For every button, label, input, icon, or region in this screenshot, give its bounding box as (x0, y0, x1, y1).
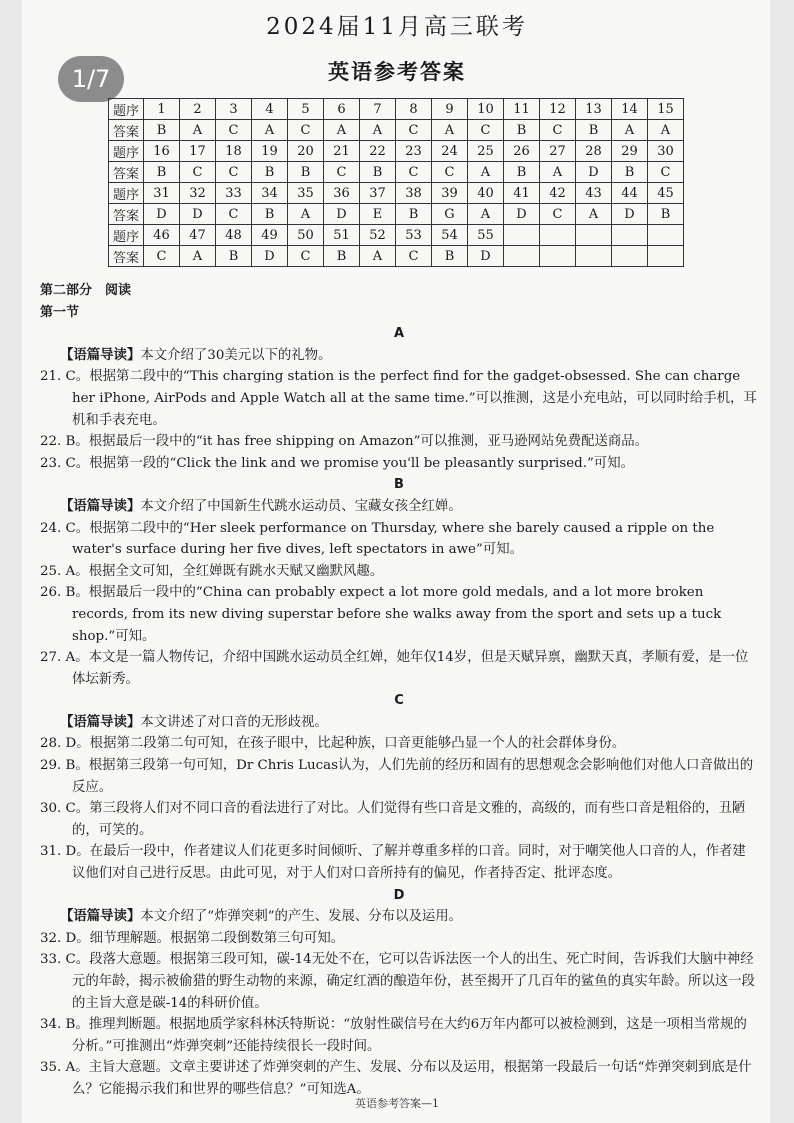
answer-row (109, 162, 684, 183)
row-label: 题序 (109, 225, 144, 246)
answer-cell: A (360, 120, 396, 141)
answer-cell: A (180, 246, 216, 267)
answer-explanation: 34. B。推理判断题。根据地质学家科林沃特斯说：“放射性碳信号在大约6万年内都可以被检测到，这是一项相当常规的分析。”可推测出“炸弹突刺”还能持续很长一段时间。 (40, 1017, 747, 1054)
question-number-cell: 50 (288, 225, 324, 246)
answer-explanation: 24. C。根据第二段中的“Her sleek performance on Thursday, where she barely caused a ripple on the water's surface during her five dives, left spectators in awe”可知。 (40, 520, 715, 558)
question-number-cell (576, 225, 612, 246)
answer-cell: C (396, 120, 432, 141)
question-number-cell: 21 (324, 141, 360, 162)
answer-cell: A (648, 120, 684, 141)
question-number-cell: 52 (360, 225, 396, 246)
question-number-cell: 23 (396, 141, 432, 162)
row-label: 题序 (109, 141, 144, 162)
answer-cell: A (360, 246, 396, 267)
question-number-cell: 41 (504, 183, 540, 204)
row-label: 答案 (109, 204, 144, 225)
intro-label: 【语篇导读】 (60, 347, 141, 363)
answer-cell: B (324, 246, 360, 267)
passage-intro (40, 496, 758, 518)
question-number-cell: 1 (144, 99, 180, 120)
answer-explanation: 23. C。根据第一段的“Click the link and we promise you'll be pleasantly surprised.”可知。 (40, 455, 634, 471)
question-number-cell: 30 (648, 141, 684, 162)
answer-cell: A (252, 120, 288, 141)
question-number-cell: 19 (252, 141, 288, 162)
answer-cell: C (180, 162, 216, 183)
answer-cell: A (468, 204, 504, 225)
question-number-cell: 42 (540, 183, 576, 204)
answer-cell (612, 246, 648, 267)
question-number-cell: 24 (432, 141, 468, 162)
answer-cell: D (324, 204, 360, 225)
intro-label: 【语篇导读】 (60, 909, 141, 925)
answer-cell: C (648, 162, 684, 183)
question-number-cell: 38 (396, 183, 432, 204)
question-number-cell: 54 (432, 225, 468, 246)
answer-cell: C (432, 162, 468, 183)
intro-label: 【语篇导读】 (60, 498, 141, 514)
question-number-cell: 35 (288, 183, 324, 204)
answer-cell: A (180, 120, 216, 141)
answer-cell: C (396, 162, 432, 183)
question-number-cell (612, 225, 648, 246)
answer-cell: C (324, 162, 360, 183)
row-label: 答案 (109, 246, 144, 267)
question-number-cell: 29 (612, 141, 648, 162)
question-number-cell: 27 (540, 141, 576, 162)
passage-intro (40, 345, 758, 367)
answer-cell: B (216, 246, 252, 267)
answer-cell: D (180, 204, 216, 225)
question-number-cell: 28 (576, 141, 612, 162)
passage-intro (40, 906, 758, 928)
answer-cell: C (216, 120, 252, 141)
answer-cell: B (288, 162, 324, 183)
question-number-cell: 49 (252, 225, 288, 246)
row-label: 题序 (109, 99, 144, 120)
question-number-cell: 20 (288, 141, 324, 162)
answer-explanation: 29. B。根据第三段第一句可知，Dr Chris Lucas认为，人们先前的经历和固有的思想观念会影响他们对他人口音做出的反应。 (40, 758, 754, 795)
answer-cell: B (432, 246, 468, 267)
passage-letter: C (394, 693, 404, 709)
intro-text: 本文讲述了对口音的无形歧视。 (140, 714, 328, 730)
answer-cell: A (288, 204, 324, 225)
answer-cell: B (144, 120, 180, 141)
question-number-cell (504, 225, 540, 246)
answer-cell: B (504, 120, 540, 141)
question-number-cell: 22 (360, 141, 396, 162)
answer-row (109, 204, 684, 225)
answer-cell: C (396, 246, 432, 267)
answer-cell: C (540, 204, 576, 225)
answer-key-table (108, 98, 684, 267)
question-number-cell: 16 (144, 141, 180, 162)
question-row (109, 141, 684, 162)
answer-cell (576, 246, 612, 267)
question-number-cell: 11 (504, 99, 540, 120)
answer-cell: A (468, 162, 504, 183)
answer-cell: A (612, 120, 648, 141)
answer-cell: B (252, 162, 288, 183)
answer-cell: A (324, 120, 360, 141)
question-number-cell (540, 225, 576, 246)
passage-letter: A (393, 326, 405, 342)
answer-cell: D (504, 204, 540, 225)
answer-explanation: 28. D。根据第二段第二句可知，在孩子眼中，比起种族，口音更能够凸显一个人的社会群体身份。 (40, 736, 626, 752)
question-number-cell: 40 (468, 183, 504, 204)
answer-cell: B (252, 204, 288, 225)
answer-explanation: 21. C。根据第二段中的“This charging station is the perfect find for the gadget-obsessed. She can charge her iPhone, AirPods and Apple Watch all at the same time.”可以推测，这是小充电站，可以同时给手机，耳机和手表充电。 (40, 369, 757, 428)
question-number-cell: 18 (216, 141, 252, 162)
question-row (109, 183, 684, 204)
question-number-cell: 36 (324, 183, 360, 204)
passage-intro (40, 712, 758, 734)
answer-cell: B (612, 162, 648, 183)
question-number-cell: 12 (540, 99, 576, 120)
answer-cell: B (144, 162, 180, 183)
row-label: 答案 (109, 162, 144, 183)
part-heading: 第二部分 阅读 (40, 283, 132, 298)
row-label: 题序 (109, 183, 144, 204)
reading-section (40, 280, 758, 1101)
intro-text: 本文介绍了中国新生代跳水运动员、宝藏女孩全红婵。 (140, 498, 462, 514)
question-number-cell: 53 (396, 225, 432, 246)
answer-cell (504, 246, 540, 267)
answer-cell: B (576, 120, 612, 141)
answer-cell: B (648, 204, 684, 225)
answer-cell (540, 246, 576, 267)
answer-cell: B (360, 162, 396, 183)
answer-explanation: 33. C。段落大意题。根据第三段可知，碳-14无处不在，它可以告诉法医一个人的出生、死亡时间，告诉我们大脑中神经元的年龄，揭示被偷猎的野生动物的来源，确定红酒的酿造年份，甚至揭开了几百年的鲨鱼的真实年龄。所以这一段的主旨大意是碳-14的科研价值。 (40, 952, 755, 1011)
intro-text: 本文介绍了“炸弹突刺”的产生、发展、分布以及运用。 (140, 909, 463, 925)
section-heading: 第一节 (40, 304, 80, 320)
question-number-cell: 33 (216, 183, 252, 204)
intro-text: 本文介绍了30美元以下的礼物。 (140, 347, 332, 363)
passages-list (40, 323, 758, 1100)
answer-cell: D (612, 204, 648, 225)
question-number-cell: 45 (648, 183, 684, 204)
exam-title: 2024届11月高三联考 (266, 14, 528, 40)
question-number-cell: 2 (180, 99, 216, 120)
question-number-cell: 10 (468, 99, 504, 120)
answer-cell: E (360, 204, 396, 225)
page-footer: 英语参考答案—1 (355, 1097, 439, 1110)
answer-cell: C (144, 246, 180, 267)
answer-cell: D (576, 162, 612, 183)
answer-cell: C (468, 120, 504, 141)
answer-cell: D (144, 204, 180, 225)
question-number-cell: 46 (144, 225, 180, 246)
answer-explanation: 30. C。第三段将人们对不同口音的看法进行了对比。人们觉得有些口音是文雅的，高级的，而有些口音是粗俗的，丑陋的，可笑的。 (40, 801, 746, 838)
answer-explanation: 22. B。根据最后一段中的“it has free shipping on Amazon”可以推测，亚马逊网站免费配送商品。 (40, 434, 649, 450)
answer-row (109, 120, 684, 141)
answer-explanation: 35. A。主旨大意题。文章主要讲述了炸弹突刺的产生、发展、分布以及运用，根据第一段最后一句话“炸弹突刺到底是什么？它能揭示我们和世界的哪些信息？”可知选A。 (40, 1060, 752, 1097)
question-number-cell: 8 (396, 99, 432, 120)
passage-letter: D (393, 887, 405, 903)
question-number-cell: 4 (252, 99, 288, 120)
question-number-cell: 17 (180, 141, 216, 162)
answer-cell: C (216, 204, 252, 225)
question-number-cell (648, 225, 684, 246)
answer-cell: A (540, 162, 576, 183)
question-number-cell: 34 (252, 183, 288, 204)
question-number-cell: 6 (324, 99, 360, 120)
answer-cell: C (216, 162, 252, 183)
answer-cell: G (432, 204, 468, 225)
answer-cell: D (468, 246, 504, 267)
document-title: 英语参考答案 (328, 60, 466, 84)
answer-cell: C (288, 246, 324, 267)
question-number-cell: 55 (468, 225, 504, 246)
question-number-cell: 26 (504, 141, 540, 162)
question-number-cell: 7 (360, 99, 396, 120)
question-number-cell: 15 (648, 99, 684, 120)
answer-explanation: 27. A。本文是一篇人物传记，介绍中国跳水运动员全红婵，她年仅14岁，但是天赋异禀，幽默天真，孝顺有爱，是一位体坛新秀。 (40, 650, 749, 687)
question-number-cell: 25 (468, 141, 504, 162)
intro-label: 【语篇导读】 (60, 714, 141, 730)
question-number-cell: 5 (288, 99, 324, 120)
passage-letter: B (394, 477, 404, 493)
answer-cell: A (432, 120, 468, 141)
question-number-cell: 47 (180, 225, 216, 246)
question-number-cell: 37 (360, 183, 396, 204)
answer-explanation: 32. D。细节理解题。根据第二段倒数第三句可知。 (40, 930, 345, 946)
answer-cell: B (396, 204, 432, 225)
question-number-cell: 51 (324, 225, 360, 246)
row-label: 答案 (109, 120, 144, 141)
answer-cell: D (252, 246, 288, 267)
question-row (109, 99, 684, 120)
answer-cell (648, 246, 684, 267)
answer-explanation: 31. D。在最后一段中，作者建议人们花更多时间倾听、了解并尊重多样的口音。同时，对于嘲笑他人口音的人，作者建议他们对自己进行反思。由此可见，对于人们对口音所持有的偏见，作者持否定、批评态度。 (40, 844, 746, 882)
question-number-cell: 39 (432, 183, 468, 204)
question-number-cell: 31 (144, 183, 180, 204)
question-number-cell: 44 (612, 183, 648, 204)
question-number-cell: 32 (180, 183, 216, 204)
answer-explanation: 25. A。根据全文可知，全红婵既有跳水天赋又幽默风趣。 (40, 563, 384, 579)
question-number-cell: 9 (432, 99, 468, 120)
question-number-cell: 3 (216, 99, 252, 120)
answer-cell: B (504, 162, 540, 183)
answer-cell: C (540, 120, 576, 141)
answer-cell: C (288, 120, 324, 141)
question-row (109, 225, 684, 246)
answer-row (109, 246, 684, 267)
answer-cell: A (576, 204, 612, 225)
question-number-cell: 14 (612, 99, 648, 120)
page-indicator-badge: 1/7 (58, 56, 124, 102)
question-number-cell: 43 (576, 183, 612, 204)
question-number-cell: 13 (576, 99, 612, 120)
question-number-cell: 48 (216, 225, 252, 246)
answer-explanation: 26. B。根据最后一段中的“China can probably expect a lot more gold medals, and a lot more broken records, from its new diving superstar before she walks away from the sport and sets up a tuck shop.”可知。 (40, 585, 722, 644)
